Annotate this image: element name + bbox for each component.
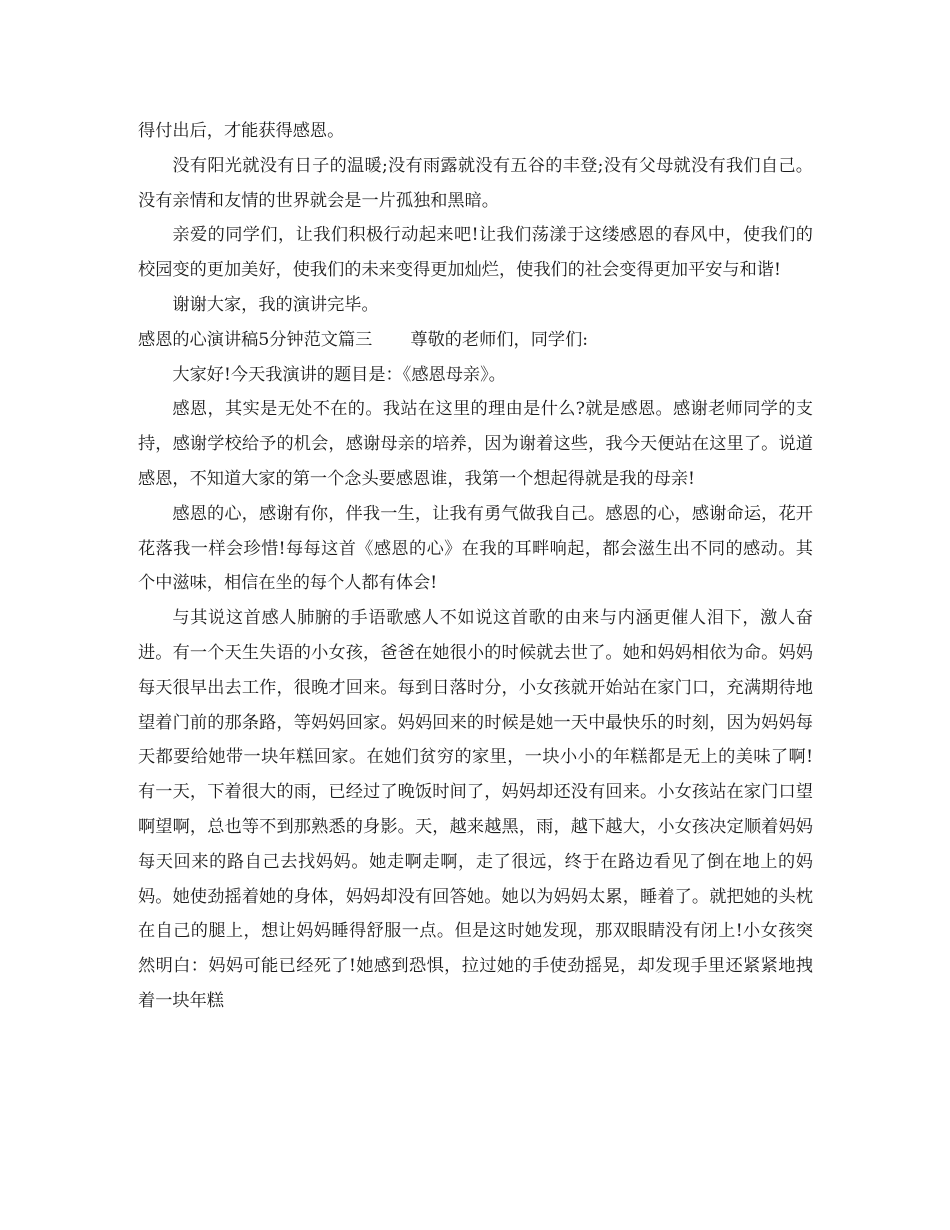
salutation: 尊敬的老师们，同学们: xyxy=(410,329,589,350)
paragraph: 没有阳光就没有日子的温暖;没有雨露就没有五谷的丰登;没有父母就没有我们自己。没有亲情和友情的世界就会是一片孤独和黑暗。 xyxy=(138,155,813,211)
document-body xyxy=(138,114,813,1019)
paragraph: 谢谢大家，我的演讲完毕。 xyxy=(172,294,379,315)
section-title: 感恩的心演讲稿5分钟范文篇三 xyxy=(138,329,373,350)
paragraph-continuation: 得付出后，才能获得感恩。 xyxy=(138,121,345,141)
paragraph: 亲爱的同学们，让我们积极行动起来吧!让我们荡漾于这缕感恩的春风中，使我们的校园变的更加美好，使我们的未来变得更加灿烂，使我们的社会变得更加平安与和谐! xyxy=(138,225,813,281)
paragraph: 与其说这首感人肺腑的手语歌感人不如说这首歌的由来与内涵更催人泪下，激人奋进。有一个天生失语的小女孩，爸爸在她很小的时候就去世了。她和妈妈相依为命。妈妈每天很早出去工作，很晚才回来。每到日落时分，小女孩就开始站在家门口，充满期待地望着门前的那条路，等妈妈回家。妈妈回来的时候是她一天中最快乐的时刻，因为妈妈每天都要给她带一块年糕回家。在她们贫穷的家里，一块小小的年糕都是无上的美味了啊!有一天，下着很大的雨，已经过了晚饭时间了，妈妈却还没有回来。小女孩站在家门口望啊望啊，总也等不到那熟悉的身影。天，越来越黑，雨，越下越大，小女孩决定顺着妈妈每天回来的路自己去找妈妈。她走啊走啊，走了很远，终于在路边看见了倒在地上的妈妈。她使劲摇着她的身体，妈妈却没有回答她。她以为妈妈太累，睡着了。就把她的头枕在自己的腿上，想让妈妈睡得舒服一点。但是这时她发现，那双眼睛没有闭上!小女孩突然明白：妈妈可能已经死了!她感到恐惧，拉过她的手使劲摇晃，却发现手里还紧紧地拽着一块年糕 xyxy=(138,608,813,1011)
paragraph: 感恩的心，感谢有你，伴我一生，让我有勇气做我自己。感恩的心，感谢命运，花开花落我一样会珍惜!每每这首《感恩的心》在我的耳畔响起，都会滋生出不同的感动。其个中滋味，相信在坐的每个人都有体会! xyxy=(138,503,813,594)
paragraph: 大家好!今天我演讲的题目是：《感恩母亲》。 xyxy=(172,364,506,385)
section-heading-line xyxy=(138,323,813,358)
paragraph: 感恩，其实是无处不在的。我站在这里的理由是什么?就是感恩。感谢老师同学的支持，感谢学校给予的机会，感谢母亲的培养，因为谢着这些，我今天便站在这里了。说道感恩，不知道大家的第一个念头要感恩谁，我第一个想起得就是我的母亲! xyxy=(138,399,813,489)
